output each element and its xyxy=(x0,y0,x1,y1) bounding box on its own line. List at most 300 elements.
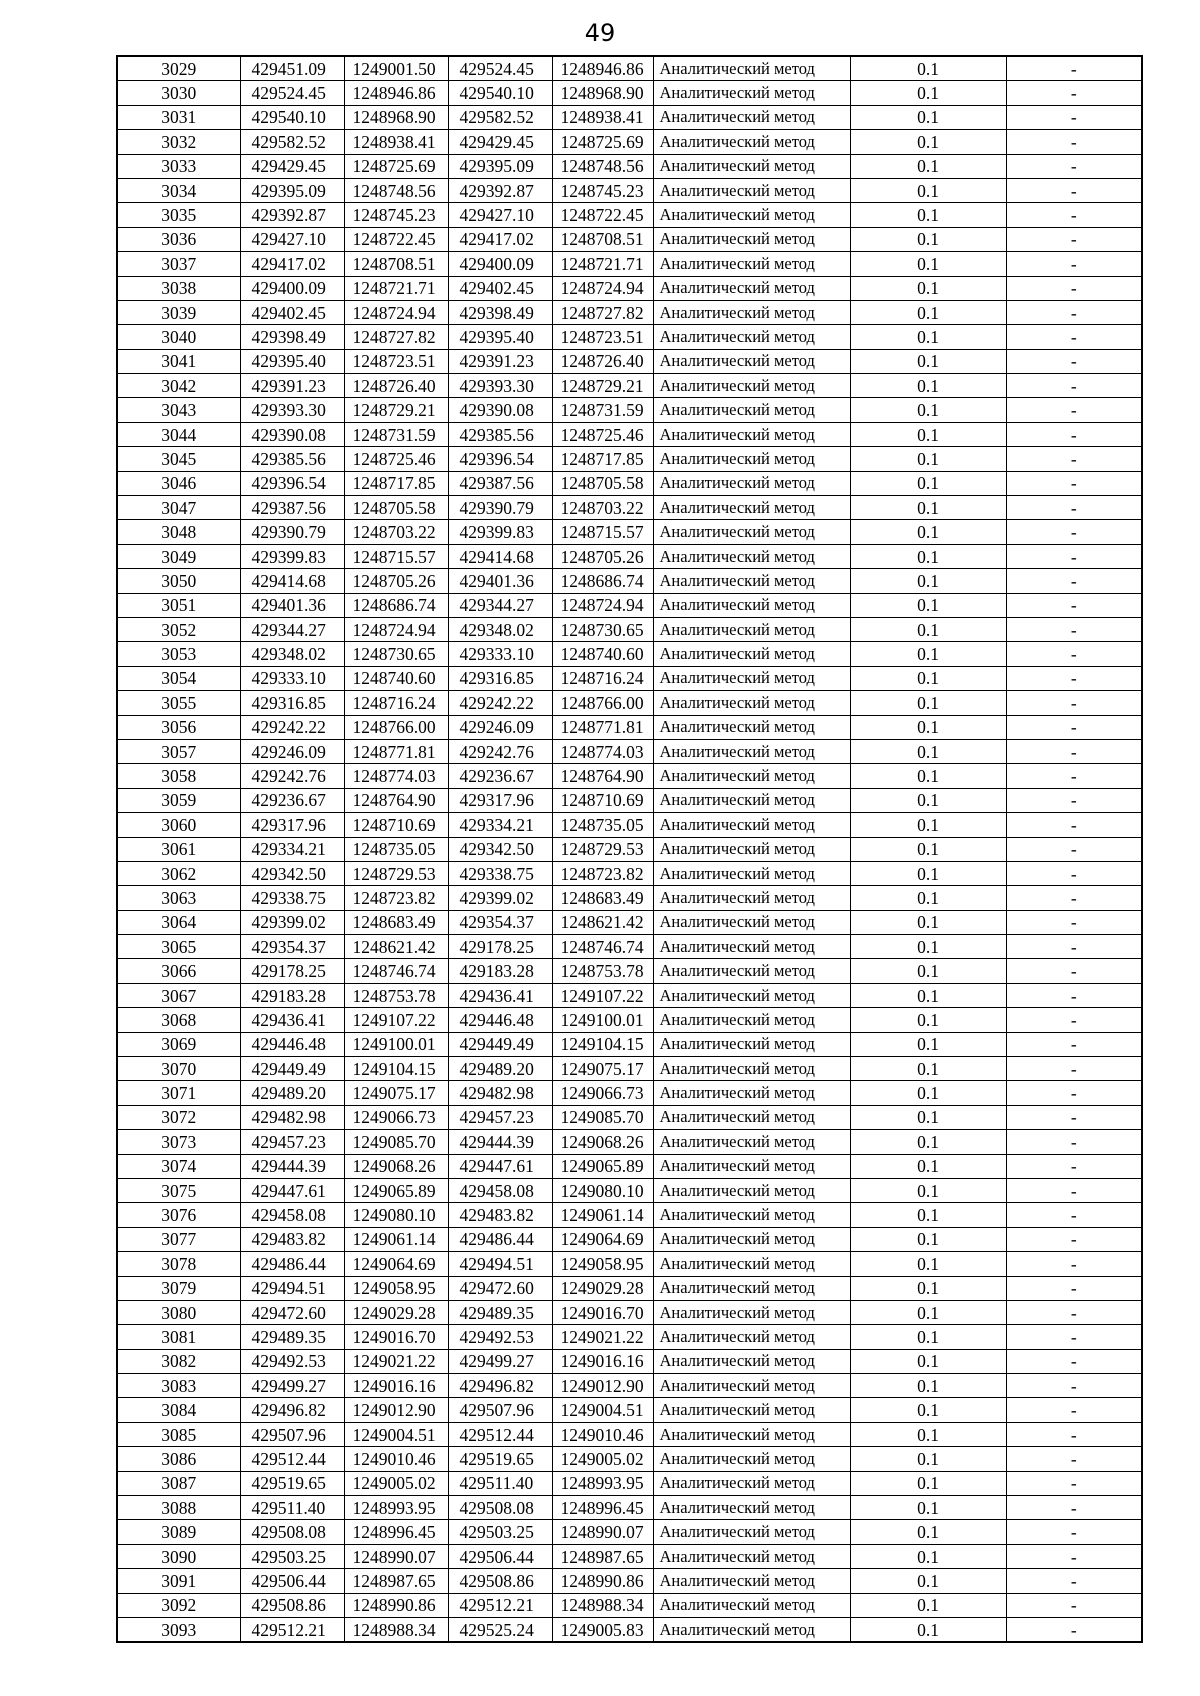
table-row xyxy=(117,471,1142,495)
table-row xyxy=(117,130,1142,154)
x2-cell: 429392.87 xyxy=(448,178,552,202)
x1-cell: 429400.09 xyxy=(240,276,344,300)
method-cell: Аналитический метод xyxy=(653,764,850,788)
y2-cell: 1249058.95 xyxy=(552,1252,653,1276)
x2-cell: 429486.44 xyxy=(448,1227,552,1251)
y1-cell: 1248703.22 xyxy=(344,520,448,544)
x2-cell: 429398.49 xyxy=(448,300,552,324)
point-number-cell: 3071 xyxy=(117,1081,240,1105)
table-row xyxy=(117,56,1142,81)
accuracy-cell: 0.1 xyxy=(850,935,1006,959)
point-number-cell: 3030 xyxy=(117,81,240,105)
point-number-cell: 3031 xyxy=(117,105,240,129)
method-cell: Аналитический метод xyxy=(653,1130,850,1154)
point-number-cell: 3077 xyxy=(117,1227,240,1251)
y1-cell: 1248938.41 xyxy=(344,130,448,154)
y2-cell: 1248683.49 xyxy=(552,886,653,910)
note-cell: - xyxy=(1006,1325,1142,1349)
method-cell: Аналитический метод xyxy=(653,691,850,715)
x1-cell: 429183.28 xyxy=(240,983,344,1007)
note-cell: - xyxy=(1006,861,1142,885)
note-cell: - xyxy=(1006,813,1142,837)
accuracy-cell: 0.1 xyxy=(850,569,1006,593)
point-number-cell: 3056 xyxy=(117,715,240,739)
x2-cell: 429395.09 xyxy=(448,154,552,178)
table-row xyxy=(117,227,1142,251)
x2-cell: 429344.27 xyxy=(448,593,552,617)
note-cell: - xyxy=(1006,1374,1142,1398)
y2-cell: 1248723.51 xyxy=(552,325,653,349)
y2-cell: 1249029.28 xyxy=(552,1276,653,1300)
accuracy-cell: 0.1 xyxy=(850,374,1006,398)
point-number-cell: 3047 xyxy=(117,496,240,520)
point-number-cell: 3036 xyxy=(117,227,240,251)
table-row xyxy=(117,1032,1142,1056)
x2-cell: 429183.28 xyxy=(448,959,552,983)
x1-cell: 429472.60 xyxy=(240,1300,344,1324)
table-row xyxy=(117,1252,1142,1276)
x2-cell: 429402.45 xyxy=(448,276,552,300)
y2-cell: 1249104.15 xyxy=(552,1032,653,1056)
note-cell: - xyxy=(1006,764,1142,788)
y2-cell: 1249005.02 xyxy=(552,1447,653,1471)
x1-cell: 429178.25 xyxy=(240,959,344,983)
point-number-cell: 3059 xyxy=(117,788,240,812)
point-number-cell: 3079 xyxy=(117,1276,240,1300)
y1-cell: 1248727.82 xyxy=(344,325,448,349)
x2-cell: 429396.54 xyxy=(448,447,552,471)
accuracy-cell: 0.1 xyxy=(850,105,1006,129)
x1-cell: 429348.02 xyxy=(240,642,344,666)
y2-cell: 1248993.95 xyxy=(552,1471,653,1495)
table-row xyxy=(117,1178,1142,1202)
table-row xyxy=(117,593,1142,617)
point-number-cell: 3039 xyxy=(117,300,240,324)
table-row xyxy=(117,1300,1142,1324)
accuracy-cell: 0.1 xyxy=(850,691,1006,715)
note-cell: - xyxy=(1006,935,1142,959)
x1-cell: 429390.79 xyxy=(240,520,344,544)
x1-cell: 429512.21 xyxy=(240,1618,344,1643)
x1-cell: 429444.39 xyxy=(240,1154,344,1178)
table-row xyxy=(117,1422,1142,1446)
y1-cell: 1248729.21 xyxy=(344,398,448,422)
point-number-cell: 3045 xyxy=(117,447,240,471)
y1-cell: 1249016.16 xyxy=(344,1374,448,1398)
method-cell: Аналитический метод xyxy=(653,1544,850,1568)
note-cell: - xyxy=(1006,1081,1142,1105)
accuracy-cell: 0.1 xyxy=(850,300,1006,324)
x1-cell: 429344.27 xyxy=(240,617,344,641)
note-cell: - xyxy=(1006,910,1142,934)
accuracy-cell: 0.1 xyxy=(850,1618,1006,1643)
x2-cell: 429333.10 xyxy=(448,642,552,666)
method-cell: Аналитический метод xyxy=(653,593,850,617)
x1-cell: 429458.08 xyxy=(240,1203,344,1227)
point-number-cell: 3058 xyxy=(117,764,240,788)
x2-cell: 429236.67 xyxy=(448,764,552,788)
table-row xyxy=(117,1154,1142,1178)
point-number-cell: 3070 xyxy=(117,1057,240,1081)
y2-cell: 1248938.41 xyxy=(552,105,653,129)
x1-cell: 429508.08 xyxy=(240,1520,344,1544)
note-cell: - xyxy=(1006,1520,1142,1544)
accuracy-cell: 0.1 xyxy=(850,959,1006,983)
point-number-cell: 3061 xyxy=(117,837,240,861)
y2-cell: 1248621.42 xyxy=(552,910,653,934)
note-cell: - xyxy=(1006,398,1142,422)
note-cell: - xyxy=(1006,447,1142,471)
point-number-cell: 3088 xyxy=(117,1496,240,1520)
x1-cell: 429395.09 xyxy=(240,178,344,202)
table-row xyxy=(117,983,1142,1007)
accuracy-cell: 0.1 xyxy=(850,520,1006,544)
method-cell: Аналитический метод xyxy=(653,861,850,885)
x2-cell: 429400.09 xyxy=(448,252,552,276)
x1-cell: 429395.40 xyxy=(240,349,344,373)
y2-cell: 1248686.74 xyxy=(552,569,653,593)
x1-cell: 429427.10 xyxy=(240,227,344,251)
x2-cell: 429242.76 xyxy=(448,739,552,763)
y1-cell: 1248988.34 xyxy=(344,1618,448,1643)
y2-cell: 1248968.90 xyxy=(552,81,653,105)
method-cell: Аналитический метод xyxy=(653,447,850,471)
method-cell: Аналитический метод xyxy=(653,1203,850,1227)
note-cell: - xyxy=(1006,1593,1142,1617)
y1-cell: 1248753.78 xyxy=(344,983,448,1007)
table-row xyxy=(117,1130,1142,1154)
accuracy-cell: 0.1 xyxy=(850,349,1006,373)
accuracy-cell: 0.1 xyxy=(850,666,1006,690)
method-cell: Аналитический метод xyxy=(653,983,850,1007)
y2-cell: 1248717.85 xyxy=(552,447,653,471)
method-cell: Аналитический метод xyxy=(653,1057,850,1081)
x2-cell: 429427.10 xyxy=(448,203,552,227)
point-number-cell: 3068 xyxy=(117,1008,240,1032)
y1-cell: 1248729.53 xyxy=(344,861,448,885)
x2-cell: 429511.40 xyxy=(448,1471,552,1495)
x1-cell: 429451.09 xyxy=(240,56,344,81)
y2-cell: 1249005.83 xyxy=(552,1618,653,1643)
point-number-cell: 3053 xyxy=(117,642,240,666)
note-cell: - xyxy=(1006,56,1142,81)
table-row xyxy=(117,910,1142,934)
method-cell: Аналитический метод xyxy=(653,1178,850,1202)
x2-cell: 429390.08 xyxy=(448,398,552,422)
y1-cell: 1249061.14 xyxy=(344,1227,448,1251)
y2-cell: 1249016.16 xyxy=(552,1349,653,1373)
note-cell: - xyxy=(1006,739,1142,763)
x2-cell: 429489.20 xyxy=(448,1057,552,1081)
note-cell: - xyxy=(1006,1032,1142,1056)
y2-cell: 1248716.24 xyxy=(552,666,653,690)
y1-cell: 1248993.95 xyxy=(344,1496,448,1520)
note-cell: - xyxy=(1006,1300,1142,1324)
point-number-cell: 3033 xyxy=(117,154,240,178)
point-number-cell: 3050 xyxy=(117,569,240,593)
note-cell: - xyxy=(1006,1154,1142,1178)
method-cell: Аналитический метод xyxy=(653,227,850,251)
method-cell: Аналитический метод xyxy=(653,1520,850,1544)
y1-cell: 1248725.69 xyxy=(344,154,448,178)
y1-cell: 1248774.03 xyxy=(344,764,448,788)
y1-cell: 1249004.51 xyxy=(344,1422,448,1446)
y2-cell: 1248729.53 xyxy=(552,837,653,861)
table-row xyxy=(117,813,1142,837)
x1-cell: 429390.08 xyxy=(240,422,344,446)
method-cell: Аналитический метод xyxy=(653,666,850,690)
method-cell: Аналитический метод xyxy=(653,1032,850,1056)
y2-cell: 1248729.21 xyxy=(552,374,653,398)
x1-cell: 429449.49 xyxy=(240,1057,344,1081)
note-cell: - xyxy=(1006,1105,1142,1129)
table-row xyxy=(117,1398,1142,1422)
accuracy-cell: 0.1 xyxy=(850,325,1006,349)
table-row xyxy=(117,374,1142,398)
y2-cell: 1248745.23 xyxy=(552,178,653,202)
y2-cell: 1248715.57 xyxy=(552,520,653,544)
note-cell: - xyxy=(1006,1008,1142,1032)
accuracy-cell: 0.1 xyxy=(850,81,1006,105)
table-row xyxy=(117,935,1142,959)
x1-cell: 429486.44 xyxy=(240,1252,344,1276)
table-row xyxy=(117,1374,1142,1398)
x1-cell: 429399.02 xyxy=(240,910,344,934)
y2-cell: 1249021.22 xyxy=(552,1325,653,1349)
x2-cell: 429449.49 xyxy=(448,1032,552,1056)
method-cell: Аналитический метод xyxy=(653,544,850,568)
method-cell: Аналитический метод xyxy=(653,1276,850,1300)
x1-cell: 429436.41 xyxy=(240,1008,344,1032)
x1-cell: 429396.54 xyxy=(240,471,344,495)
x1-cell: 429393.30 xyxy=(240,398,344,422)
y1-cell: 1249107.22 xyxy=(344,1008,448,1032)
note-cell: - xyxy=(1006,203,1142,227)
method-cell: Аналитический метод xyxy=(653,1008,850,1032)
accuracy-cell: 0.1 xyxy=(850,447,1006,471)
note-cell: - xyxy=(1006,1227,1142,1251)
y1-cell: 1249016.70 xyxy=(344,1325,448,1349)
method-cell: Аналитический метод xyxy=(653,1081,850,1105)
method-cell: Аналитический метод xyxy=(653,496,850,520)
y2-cell: 1249107.22 xyxy=(552,983,653,1007)
method-cell: Аналитический метод xyxy=(653,886,850,910)
table-row xyxy=(117,1227,1142,1251)
y2-cell: 1248708.51 xyxy=(552,227,653,251)
table-row xyxy=(117,739,1142,763)
accuracy-cell: 0.1 xyxy=(850,1154,1006,1178)
x2-cell: 429494.51 xyxy=(448,1252,552,1276)
y1-cell: 1248686.74 xyxy=(344,593,448,617)
accuracy-cell: 0.1 xyxy=(850,130,1006,154)
y1-cell: 1248708.51 xyxy=(344,252,448,276)
x1-cell: 429385.56 xyxy=(240,447,344,471)
point-number-cell: 3086 xyxy=(117,1447,240,1471)
note-cell: - xyxy=(1006,1569,1142,1593)
method-cell: Аналитический метод xyxy=(653,81,850,105)
x2-cell: 429508.08 xyxy=(448,1496,552,1520)
x1-cell: 429582.52 xyxy=(240,130,344,154)
x2-cell: 429472.60 xyxy=(448,1276,552,1300)
method-cell: Аналитический метод xyxy=(653,300,850,324)
x1-cell: 429482.98 xyxy=(240,1105,344,1129)
y2-cell: 1248731.59 xyxy=(552,398,653,422)
y1-cell: 1248746.74 xyxy=(344,959,448,983)
method-cell: Аналитический метод xyxy=(653,1227,850,1251)
point-number-cell: 3057 xyxy=(117,739,240,763)
note-cell: - xyxy=(1006,81,1142,105)
y2-cell: 1249010.46 xyxy=(552,1422,653,1446)
table-row xyxy=(117,569,1142,593)
point-number-cell: 3082 xyxy=(117,1349,240,1373)
x1-cell: 429508.86 xyxy=(240,1593,344,1617)
y1-cell: 1249058.95 xyxy=(344,1276,448,1300)
accuracy-cell: 0.1 xyxy=(850,1300,1006,1324)
accuracy-cell: 0.1 xyxy=(850,1325,1006,1349)
y1-cell: 1249100.01 xyxy=(344,1032,448,1056)
method-cell: Аналитический метод xyxy=(653,1422,850,1446)
x1-cell: 429492.53 xyxy=(240,1349,344,1373)
accuracy-cell: 0.1 xyxy=(850,398,1006,422)
table-row xyxy=(117,1057,1142,1081)
y2-cell: 1248726.40 xyxy=(552,349,653,373)
accuracy-cell: 0.1 xyxy=(850,1569,1006,1593)
accuracy-cell: 0.1 xyxy=(850,715,1006,739)
point-number-cell: 3051 xyxy=(117,593,240,617)
note-cell: - xyxy=(1006,1447,1142,1471)
point-number-cell: 3029 xyxy=(117,56,240,81)
method-cell: Аналитический метод xyxy=(653,1300,850,1324)
point-number-cell: 3032 xyxy=(117,130,240,154)
accuracy-cell: 0.1 xyxy=(850,788,1006,812)
method-cell: Аналитический метод xyxy=(653,1398,850,1422)
x1-cell: 429512.44 xyxy=(240,1447,344,1471)
point-number-cell: 3069 xyxy=(117,1032,240,1056)
y2-cell: 1248987.65 xyxy=(552,1544,653,1568)
y2-cell: 1249075.17 xyxy=(552,1057,653,1081)
x2-cell: 429512.44 xyxy=(448,1422,552,1446)
x2-cell: 429387.56 xyxy=(448,471,552,495)
table-row xyxy=(117,837,1142,861)
table-row xyxy=(117,1203,1142,1227)
note-cell: - xyxy=(1006,105,1142,129)
y1-cell: 1248705.58 xyxy=(344,496,448,520)
x2-cell: 429429.45 xyxy=(448,130,552,154)
y2-cell: 1249061.14 xyxy=(552,1203,653,1227)
method-cell: Аналитический метод xyxy=(653,1325,850,1349)
x1-cell: 429499.27 xyxy=(240,1374,344,1398)
method-cell: Аналитический метод xyxy=(653,325,850,349)
method-cell: Аналитический метод xyxy=(653,1593,850,1617)
x2-cell: 429499.27 xyxy=(448,1349,552,1373)
method-cell: Аналитический метод xyxy=(653,471,850,495)
method-cell: Аналитический метод xyxy=(653,374,850,398)
note-cell: - xyxy=(1006,178,1142,202)
table-row xyxy=(117,1544,1142,1568)
accuracy-cell: 0.1 xyxy=(850,642,1006,666)
x2-cell: 429519.65 xyxy=(448,1447,552,1471)
x1-cell: 429414.68 xyxy=(240,569,344,593)
x1-cell: 429457.23 xyxy=(240,1130,344,1154)
x2-cell: 429385.56 xyxy=(448,422,552,446)
note-cell: - xyxy=(1006,983,1142,1007)
accuracy-cell: 0.1 xyxy=(850,227,1006,251)
y1-cell: 1248705.26 xyxy=(344,569,448,593)
y2-cell: 1249080.10 xyxy=(552,1178,653,1202)
x2-cell: 429246.09 xyxy=(448,715,552,739)
point-number-cell: 3084 xyxy=(117,1398,240,1422)
table-row xyxy=(117,1325,1142,1349)
note-cell: - xyxy=(1006,642,1142,666)
note-cell: - xyxy=(1006,1130,1142,1154)
x2-cell: 429414.68 xyxy=(448,544,552,568)
y1-cell: 1249021.22 xyxy=(344,1349,448,1373)
method-cell: Аналитический метод xyxy=(653,130,850,154)
x2-cell: 429395.40 xyxy=(448,325,552,349)
y2-cell: 1249100.01 xyxy=(552,1008,653,1032)
x1-cell: 429401.36 xyxy=(240,593,344,617)
method-cell: Аналитический метод xyxy=(653,788,850,812)
y2-cell: 1248764.90 xyxy=(552,764,653,788)
point-number-cell: 3089 xyxy=(117,1520,240,1544)
x1-cell: 429399.83 xyxy=(240,544,344,568)
y2-cell: 1248766.00 xyxy=(552,691,653,715)
point-number-cell: 3065 xyxy=(117,935,240,959)
y2-cell: 1248705.26 xyxy=(552,544,653,568)
y1-cell: 1248716.24 xyxy=(344,691,448,715)
note-cell: - xyxy=(1006,496,1142,520)
accuracy-cell: 0.1 xyxy=(850,1008,1006,1032)
y1-cell: 1248722.45 xyxy=(344,227,448,251)
method-cell: Аналитический метод xyxy=(653,715,850,739)
x2-cell: 429447.61 xyxy=(448,1154,552,1178)
point-number-cell: 3083 xyxy=(117,1374,240,1398)
y2-cell: 1248990.86 xyxy=(552,1569,653,1593)
x1-cell: 429342.50 xyxy=(240,861,344,885)
x1-cell: 429447.61 xyxy=(240,1178,344,1202)
accuracy-cell: 0.1 xyxy=(850,1057,1006,1081)
table-row xyxy=(117,447,1142,471)
method-cell: Аналитический метод xyxy=(653,203,850,227)
accuracy-cell: 0.1 xyxy=(850,422,1006,446)
x1-cell: 429496.82 xyxy=(240,1398,344,1422)
note-cell: - xyxy=(1006,227,1142,251)
x1-cell: 429511.40 xyxy=(240,1496,344,1520)
accuracy-cell: 0.1 xyxy=(850,1081,1006,1105)
point-number-cell: 3037 xyxy=(117,252,240,276)
point-number-cell: 3090 xyxy=(117,1544,240,1568)
x1-cell: 429316.85 xyxy=(240,691,344,715)
note-cell: - xyxy=(1006,666,1142,690)
y1-cell: 1248771.81 xyxy=(344,739,448,763)
y2-cell: 1249068.26 xyxy=(552,1130,653,1154)
table-row xyxy=(117,300,1142,324)
point-number-cell: 3049 xyxy=(117,544,240,568)
accuracy-cell: 0.1 xyxy=(850,1130,1006,1154)
point-number-cell: 3063 xyxy=(117,886,240,910)
accuracy-cell: 0.1 xyxy=(850,1105,1006,1129)
table-row xyxy=(117,276,1142,300)
x1-cell: 429524.45 xyxy=(240,81,344,105)
point-number-cell: 3034 xyxy=(117,178,240,202)
accuracy-cell: 0.1 xyxy=(850,1544,1006,1568)
note-cell: - xyxy=(1006,154,1142,178)
note-cell: - xyxy=(1006,886,1142,910)
x2-cell: 429342.50 xyxy=(448,837,552,861)
y1-cell: 1248725.46 xyxy=(344,447,448,471)
note-cell: - xyxy=(1006,959,1142,983)
point-number-cell: 3073 xyxy=(117,1130,240,1154)
